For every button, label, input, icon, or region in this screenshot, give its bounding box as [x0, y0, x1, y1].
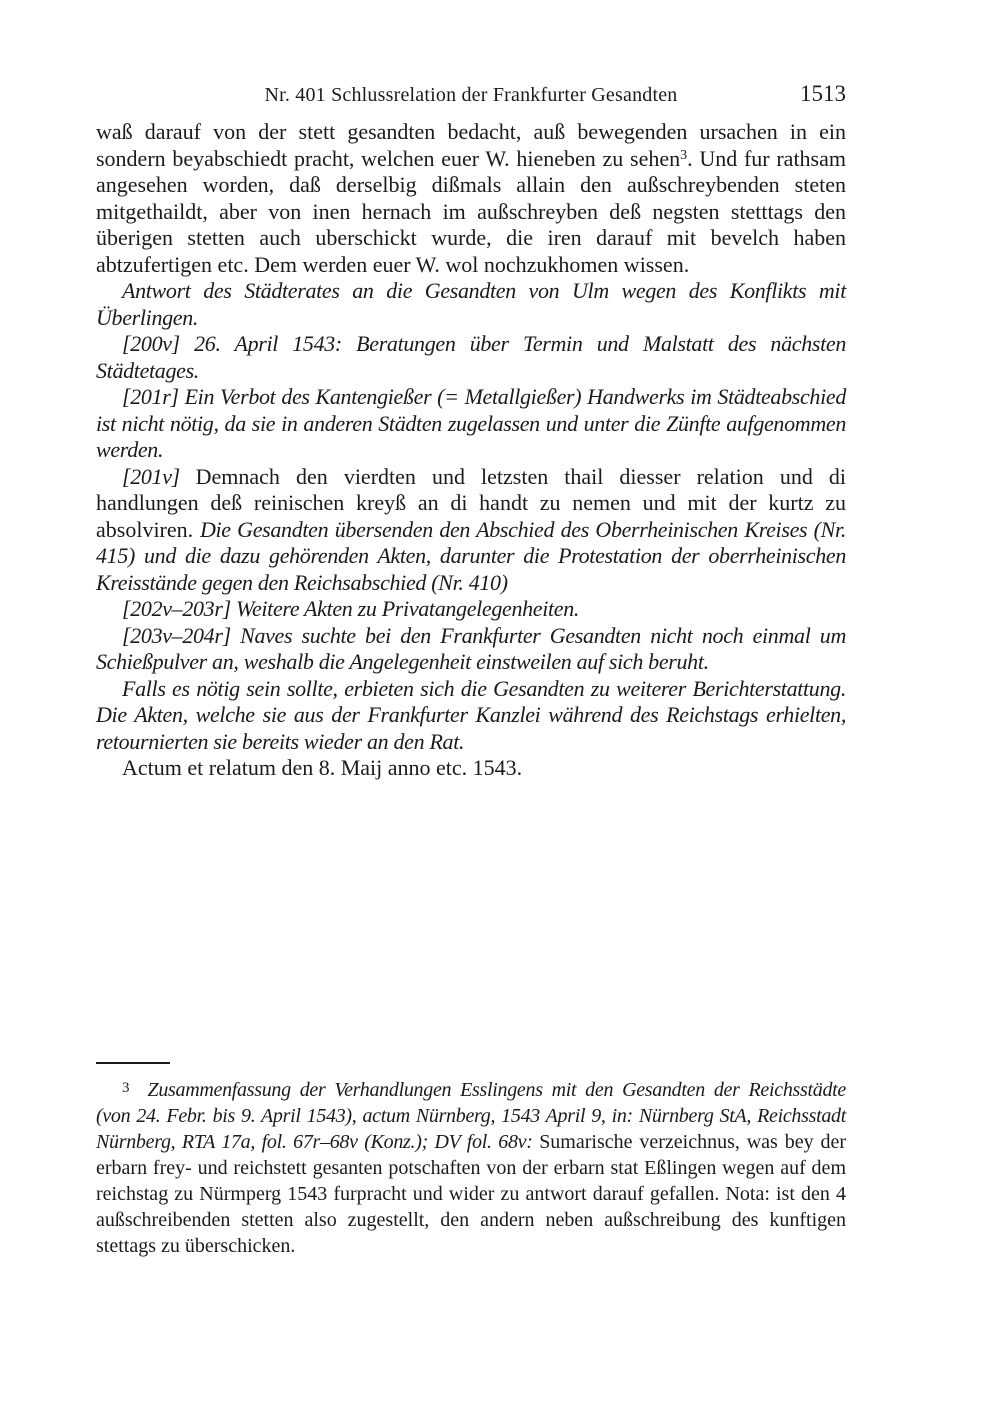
paragraph	[96, 278, 846, 331]
paragraph	[96, 464, 846, 597]
paragraph	[96, 676, 846, 756]
paragraph	[96, 596, 846, 623]
text-run: [203v–204r] Naves suchte bei den Frankfurter Gesandten nicht noch einmal um Schießpulver an, weshalb die Angelegenheit einstweilen auf sich beruht.	[96, 622, 846, 674]
paragraph	[96, 119, 846, 278]
body-paragraphs	[96, 119, 846, 782]
text-run: Antwort des Städterates an die Gesandten von Ulm wegen des Konflikts mit Überlingen.	[96, 278, 846, 330]
text-run: Actum et relatum den 8. Maij anno etc. 1543.	[122, 755, 523, 780]
page-number: 1513	[800, 81, 846, 106]
text-run: Die Gesandten übersenden den Abschied des Oberrheinischen Kreises (Nr. 415) und die dazu gehörenden Akten, darunter die Protestation der oberrheinischen Kreisstände gegen den Reichsabschied (Nr. 410)	[96, 516, 846, 595]
footnote	[96, 1077, 846, 1259]
paragraph	[96, 755, 846, 782]
footnote-number: 3	[122, 1080, 130, 1096]
running-head	[96, 82, 846, 110]
text-run: Zusammenfassung der Verhandlungen Esslingens mit den Gesandten der Reichsstädte (von 24. Febr. bis 9. April 1543), actum Nürnberg, 1543 April 9, in: Nürnberg StA, Reichsstadt Nürnberg, RTA 17a, fol. 67r–68v (Konz.); DV fol. 68v:	[96, 1079, 846, 1153]
text-run: [201v]	[122, 463, 196, 489]
running-header-title: Nr. 401 Schlussrelation der Frankfurter Gesandten	[264, 84, 678, 106]
text-run: Demnach den vierdten und letzsten thail diesser relation und di handlungen deß reinischen kreyß an di handt zu nemen und mit der kurtz zu absolviren.	[96, 463, 847, 542]
text-run: [201r] Ein Verbot des Kantengießer (= Metallgießer) Handwerks im Städteabschied ist nicht nötig, da sie in anderen Städten zugelassen und unter die Zünfte aufgenommen werden.	[96, 384, 846, 462]
paragraph	[96, 623, 846, 676]
text-run: Falls es nötig sein sollte, erbieten sich die Gesandten zu weiterer Berichterstattung. Die Akten, welche sie aus der Frankfurter Kanzlei während des Reichstags erhielten, retournierten sie bereits wieder an den Rat.	[96, 675, 846, 754]
text-run: [200v] 26. April 1543: Beratungen über Termin und Malstatt des nächsten Städtetages.	[96, 331, 846, 383]
text-run: Sumarische verzeichnus, was bey der erbarn frey- und reichstett gesanten potschaften von der erbarn stat Eßlingen wegen auf dem reichstag zu Nürmperg 1543 furpracht und wider zu antwort darauf gefallen. Nota: ist den 4 außschreibenden stetten also zugestellt, den andern neben außschreibung des kunftigen stettags zu überschicken.	[96, 1131, 846, 1257]
footnote-ref: 3	[680, 147, 688, 163]
paragraph	[96, 331, 846, 384]
footnotes	[96, 1077, 846, 1259]
paragraph	[96, 384, 846, 464]
text-run: waß darauf von der stett gesandten bedacht, auß bewegenden ursachen in ein sondern beyabschiedt pracht, welchen euer W. hieneben zu sehen	[96, 119, 846, 171]
text-run: . Und fur rathsam angesehen worden, daß derselbig dißmals allain den außschreybenden steten mitgethaildt, aber von inen hernach im außschreyben deß negsten stetttags den überigen stetten auch uberschickt wurde, die iren darauf mit bevelch haben abtzufertigen etc. Dem werden euer W. wol nochzukhomen wissen.	[96, 145, 846, 277]
footnote-separator	[96, 1062, 170, 1064]
text-run: [202v–203r] Weitere Akten zu Privatangelegenheiten.	[122, 596, 580, 621]
